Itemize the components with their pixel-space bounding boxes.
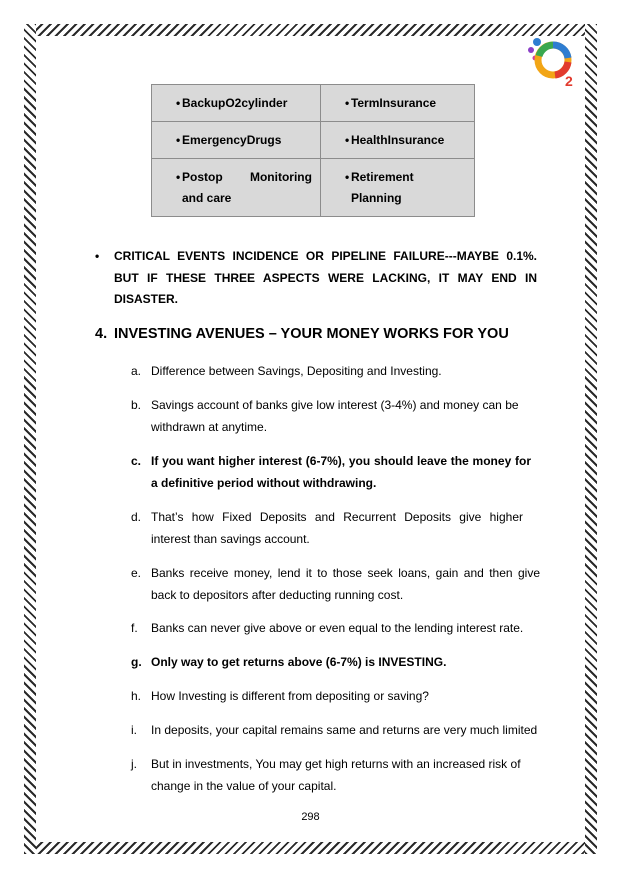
list-item — [131, 450, 531, 494]
list-item — [131, 617, 540, 639]
list-item-text: That’s how Fixed Deposits and Recurrent Deposits give higher interest than savings account. — [151, 510, 523, 546]
list-item — [131, 394, 521, 438]
table-cell: • BackupO2cylinder — [152, 85, 321, 122]
list-marker: c. — [131, 454, 142, 468]
section-number: 4. — [95, 326, 108, 342]
list-item-text: How Investing is different from depositing or saving? — [151, 689, 429, 703]
table-cell: • EmergencyDrugs — [152, 122, 321, 159]
list-item — [131, 651, 540, 673]
table-cell: • HealthInsurance — [320, 122, 474, 159]
o2-logo-icon — [525, 36, 581, 88]
list-marker: g. — [131, 655, 142, 669]
cell-text: HealthInsurance — [350, 133, 445, 147]
page-number: 298 — [301, 811, 320, 823]
page-border-bottom — [24, 842, 597, 854]
table-cell: • Retirement Planning — [320, 159, 474, 217]
list-item-text: Difference between Savings, Depositing and Investing. — [151, 364, 442, 378]
critical-note — [95, 246, 537, 311]
list-marker: d. — [131, 510, 142, 524]
list-item — [131, 506, 523, 550]
cell-text: EmergencyDrugs — [182, 133, 282, 147]
list-item — [131, 685, 540, 707]
preparedness-table — [151, 84, 475, 217]
critical-note-text: CRITICAL EVENTS INCIDENCE OR PIPELINE FAILURE---MAYBE 0.1%. BUT IF THESE THREE ASPECTS WERE LACKING, IT MAY END IN DISASTER. — [114, 249, 537, 306]
table-row — [152, 122, 475, 159]
page-border-right — [585, 24, 597, 854]
list-marker: a. — [131, 364, 142, 378]
list-item-text: But in investments, You may get high returns with an increased risk of change in the value of your capital. — [151, 757, 521, 793]
list-item-text: Only way to get returns above (6-7%) is INVESTING. — [151, 655, 447, 669]
logo-subscript: 2 — [565, 73, 573, 88]
list-item — [131, 719, 551, 741]
list-item-text: Banks can never give above or even equal to the lending interest rate. — [151, 621, 524, 635]
section-heading — [95, 324, 555, 344]
table-row — [152, 85, 475, 122]
list-marker: i. — [131, 723, 137, 737]
list-item-text: In deposits, your capital remains same and returns are very much limited — [151, 723, 538, 737]
table-cell: • Postop Monitoring and care — [152, 159, 321, 217]
list-item-text: If you want higher interest (6-7%), you should leave the money for a definitive period without withdrawing. — [151, 454, 531, 490]
bullet-icon: • — [95, 249, 100, 263]
list-item — [131, 753, 523, 797]
page-border-left — [24, 24, 36, 854]
page-border-top — [24, 24, 597, 36]
list-marker: f. — [131, 621, 138, 635]
table-cell: • TermInsurance — [320, 85, 474, 122]
list-item-text: Savings account of banks give low interest (3-4%) and money can be withdrawn at anytime. — [151, 398, 519, 434]
list-marker: b. — [131, 398, 142, 412]
list-item — [131, 562, 540, 606]
cell-text: BackupO2cylinder — [182, 96, 288, 110]
list-item — [131, 360, 540, 382]
table-row — [152, 159, 475, 217]
list-marker: e. — [131, 566, 142, 580]
list-marker: h. — [131, 689, 142, 703]
cell-text: Postop Monitoring and care — [182, 170, 312, 205]
list-marker: j. — [131, 757, 137, 771]
section-title: INVESTING AVENUES – YOUR MONEY WORKS FOR YOU — [114, 326, 509, 342]
cell-text: Retirement Planning — [350, 170, 414, 205]
list-item-text: Banks receive money, lend it to those seek loans, gain and then give back to depositors after deducting running cost. — [151, 566, 540, 602]
cell-text: TermInsurance — [350, 96, 437, 110]
